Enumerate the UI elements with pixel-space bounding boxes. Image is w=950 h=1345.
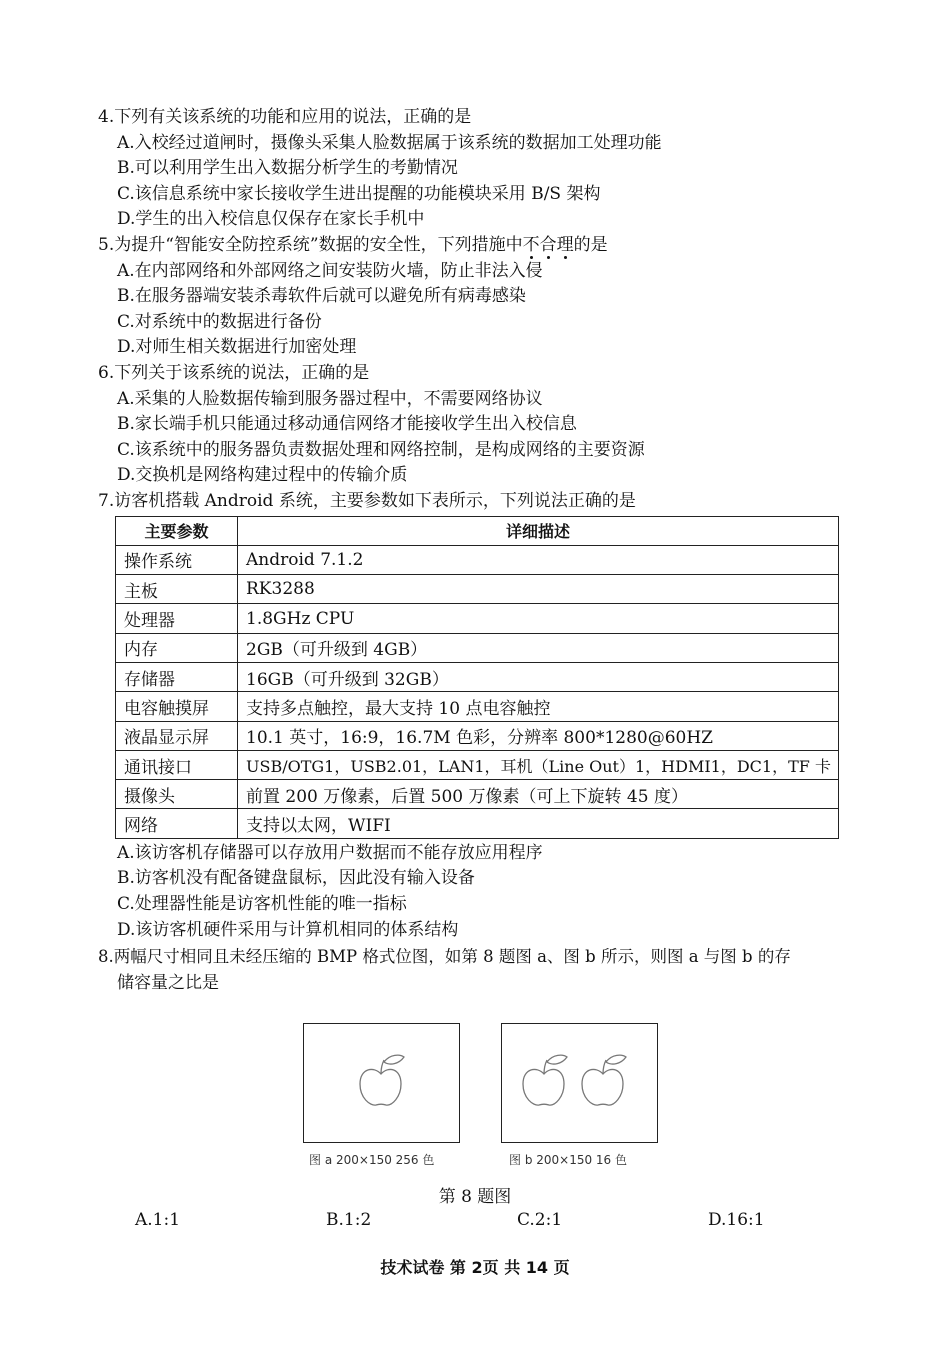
q4-option-d: D.学生的出入校信息仅保存在家长手机中	[117, 209, 425, 230]
q8-stem-line1: 8.两幅尺寸相同且未经压缩的 BMP 格式位图，如第 8 题图 a、图 b 所示，则图 a 与图 b 的存	[98, 947, 791, 967]
question-5	[98, 233, 868, 361]
q7-option-a: A.该访客机存储器可以存放用户数据而不能存放应用程序	[117, 842, 543, 863]
q5-option-a: A.在内部网络和外部网络之间安装防火墙，防止非法入侵	[117, 260, 543, 281]
spec-value: 支持以太网，WIFI	[238, 809, 839, 838]
table-row	[116, 633, 839, 662]
spec-value: Android 7.1.2	[238, 545, 839, 574]
table-row	[116, 662, 839, 691]
q4-option-b: B.可以利用学生出入数据分析学生的考勤情况	[117, 158, 458, 179]
question-6	[98, 361, 868, 489]
spec-param: 主板	[116, 575, 238, 604]
q6-stem: 6.下列关于该系统的说法，正确的是	[98, 362, 370, 383]
table-row	[116, 721, 839, 750]
figure-title: 第 8 题图	[438, 1187, 512, 1207]
q7-option-b: B.访客机没有配备键盘鼠标，因此没有输入设备	[117, 868, 475, 889]
spec-value: RK3288	[238, 575, 839, 604]
spec-param: 操作系统	[116, 545, 238, 574]
q6-option-a: A.采集的人脸数据传输到服务器过程中，不需要网络协议	[117, 388, 543, 409]
question-8	[98, 943, 858, 997]
spec-table-header	[116, 516, 839, 545]
table-row	[116, 809, 839, 838]
q7-option-d: D.该访客机硬件采用与计算机相同的体系结构	[117, 919, 459, 940]
q5-option-b: B.在服务器端安装杀毒软件后就可以避免所有病毒感染	[117, 286, 526, 307]
spec-header-desc: 详细描述	[238, 516, 839, 545]
q8-figures	[303, 1023, 663, 1173]
spec-value: 10.1 英寸，16:9，16.7M 色彩，分辨率 800*1280@60HZ	[238, 721, 839, 750]
two-apples-icon	[502, 1024, 657, 1142]
spec-value: 16GB（可升级到 32GB）	[238, 662, 839, 691]
q5-stem-post: 的是	[573, 234, 608, 255]
q4-option-a: A.入校经过道闸时，摄像头采集人脸数据属于该系统的数据加工处理功能	[117, 132, 662, 153]
spec-value: 1.8GHz CPU	[238, 604, 839, 633]
q6-option-b: B.家长端手机只能通过移动通信网络才能接收学生出入校信息	[117, 414, 577, 435]
spec-header-param: 主要参数	[116, 516, 238, 545]
q4-stem: 4.下列有关该系统的功能和应用的说法，正确的是	[98, 107, 472, 127]
spec-param: 处理器	[116, 604, 238, 633]
page-footer: 技术试卷 第 2页 共 14 页	[380, 1258, 570, 1277]
question-7	[98, 489, 868, 943]
spec-param: 摄像头	[116, 780, 238, 809]
figure-a	[303, 1023, 460, 1143]
q8-option-c: C.2:1	[517, 1210, 563, 1230]
q5-emphasis-2: 合	[539, 234, 557, 255]
spec-param: 液晶显示屏	[116, 721, 238, 750]
q6-option-d: D.交换机是网络构建过程中的传输介质	[117, 465, 408, 486]
question-4	[98, 105, 868, 233]
q8-option-a: A.1:1	[135, 1210, 181, 1230]
q5-emphasis-1: 不	[522, 234, 540, 255]
table-row	[116, 780, 839, 809]
q6-option-c: C.该系统中的服务器负责数据处理和网络控制，是构成网络的主要资源	[117, 439, 645, 460]
spec-param: 网络	[116, 809, 238, 838]
q5-emphasis-3: 理	[556, 234, 574, 255]
spec-value: 支持多点触控，最大支持 10 点电容触控	[238, 692, 839, 721]
spec-value: 前置 200 万像素，后置 500 万像素（可上下旋转 45 度）	[238, 780, 839, 809]
spec-param: 存储器	[116, 662, 238, 691]
figure-b	[501, 1023, 658, 1143]
spec-param: 内存	[116, 633, 238, 662]
q8-stem-line2: 储容量之比是	[117, 973, 219, 994]
spec-value: USB/OTG1，USB2.01，LAN1，耳机（Line Out）1，HDMI1，DC1，TF 卡	[238, 750, 839, 779]
spec-param: 电容触摸屏	[116, 692, 238, 721]
spec-param: 通讯接口	[116, 750, 238, 779]
table-row	[116, 750, 839, 779]
table-row	[116, 575, 839, 604]
q7-option-c: C.处理器性能是访客机性能的唯一指标	[117, 893, 407, 914]
q8-option-b: B.1:2	[326, 1210, 372, 1230]
questions-body	[98, 105, 868, 997]
figure-a-caption: 图 a 200×150 256 色	[309, 1153, 435, 1167]
q5-stem-pre: 5.为提升“智能安全防控系统”数据的安全性，下列措施中	[98, 234, 523, 255]
table-row	[116, 692, 839, 721]
table-row	[116, 604, 839, 633]
q5-stem	[98, 233, 868, 259]
spec-table	[115, 516, 839, 839]
q4-option-c: C.该信息系统中家长接收学生进出提醒的功能模块采用 B/S 架构	[117, 183, 601, 204]
q8-option-d: D.16:1	[708, 1210, 765, 1230]
spec-value: 2GB（可升级到 4GB）	[238, 633, 839, 662]
figure-b-caption: 图 b 200×150 16 色	[509, 1153, 628, 1167]
table-row	[116, 545, 839, 574]
q5-option-c: C.对系统中的数据进行备份	[117, 311, 322, 332]
apple-icon	[304, 1024, 459, 1142]
q7-stem: 7.访客机搭载 Android 系统，主要参数如下表所示，下列说法正确的是	[98, 490, 636, 511]
q5-option-d: D.对师生相关数据进行加密处理	[117, 337, 357, 358]
